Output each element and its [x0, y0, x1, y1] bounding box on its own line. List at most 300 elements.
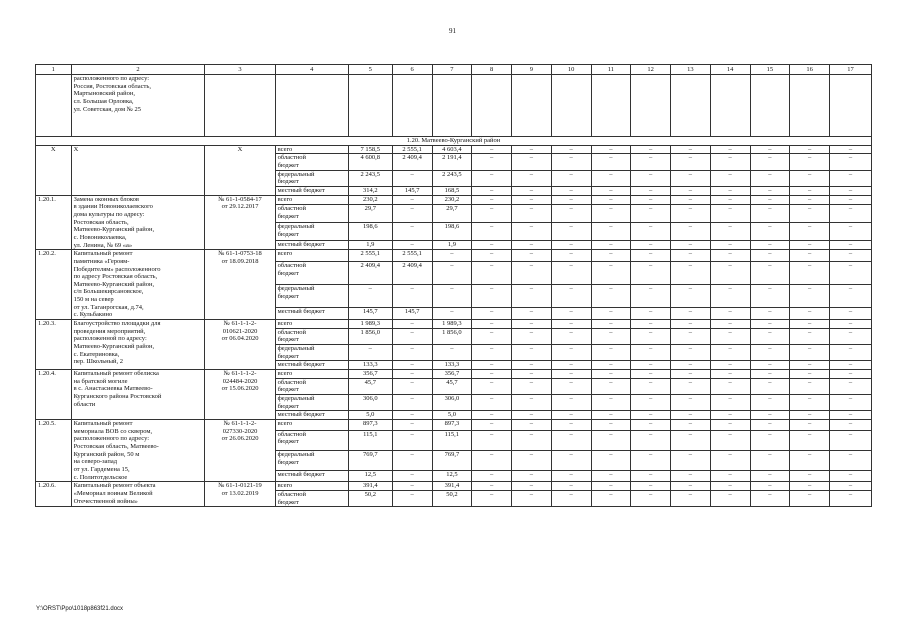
empty-dash-cell: –: [591, 490, 631, 506]
amount-cell: –: [348, 345, 392, 361]
amount-cell: 897,3: [348, 419, 392, 430]
empty-dash-cell: –: [790, 411, 830, 420]
funding-source: федеральный бюджет: [275, 170, 348, 186]
empty-dash-cell: –: [591, 307, 631, 319]
amount-cell: –: [392, 451, 432, 471]
amount-cell: –: [348, 285, 392, 308]
empty-dash-cell: –: [671, 170, 711, 186]
empty-dash-cell: –: [512, 145, 552, 154]
amount-cell: 1 856,0: [348, 328, 392, 344]
amount-cell: 12,5: [432, 471, 472, 482]
empty-dash-cell: –: [830, 186, 872, 195]
column-header-16: 16: [790, 65, 830, 75]
empty-dash-cell: –: [591, 195, 631, 204]
empty-dash-cell: –: [551, 378, 591, 394]
empty-dash-cell: –: [710, 451, 750, 471]
empty-dash-cell: –: [512, 361, 552, 370]
empty-dash-cell: –: [631, 154, 671, 170]
empty-dash-cell: –: [790, 451, 830, 471]
continuation-address: расположенного по адресу: Россия, Ростовская область, Мартыновский район, сл. Большая Орловка, ул. Советская, дом № 25: [71, 75, 205, 137]
amount-cell: 2 243,5: [348, 170, 392, 186]
item-number: 1.20.4.: [36, 370, 72, 420]
column-number-row: [36, 65, 872, 75]
amount-cell: –: [392, 378, 432, 394]
empty-dash-cell: –: [591, 186, 631, 195]
empty-dash-cell: –: [671, 482, 711, 491]
amount-cell: 45,7: [348, 378, 392, 394]
empty-dash-cell: –: [512, 419, 552, 430]
empty-dash-cell: –: [750, 285, 790, 308]
empty-dash-cell: –: [472, 262, 512, 285]
funding-source: местный бюджет: [275, 411, 348, 420]
empty-dash-cell: –: [472, 250, 512, 262]
empty-dash-cell: –: [551, 320, 591, 329]
empty-dash-cell: –: [551, 411, 591, 420]
empty-dash-cell: –: [591, 451, 631, 471]
empty-dash-cell: –: [671, 145, 711, 154]
empty-dash-cell: –: [671, 411, 711, 420]
empty-dash-cell: –: [591, 240, 631, 249]
empty-dash-cell: –: [750, 471, 790, 482]
table-row: [36, 482, 872, 491]
amount-cell: –: [392, 285, 432, 308]
empty-dash-cell: –: [551, 328, 591, 344]
amount-cell: 2 191,4: [432, 154, 472, 170]
amount-cell: –: [392, 471, 432, 482]
continuation-c16: [790, 75, 830, 137]
empty-dash-cell: –: [512, 250, 552, 262]
empty-dash-cell: –: [512, 320, 552, 329]
empty-dash-cell: –: [472, 430, 512, 450]
continuation-c1: [36, 75, 72, 137]
empty-dash-cell: –: [512, 262, 552, 285]
continuation-c5: [348, 75, 392, 137]
amount-cell: 145,7: [392, 186, 432, 195]
empty-dash-cell: –: [790, 419, 830, 430]
empty-dash-cell: –: [631, 490, 671, 506]
amount-cell: 306,0: [432, 395, 472, 411]
empty-dash-cell: –: [472, 170, 512, 186]
empty-dash-cell: –: [591, 262, 631, 285]
empty-dash-cell: –: [830, 320, 872, 329]
column-header-5: 5: [348, 65, 392, 75]
amount-cell: 4 600,8: [348, 154, 392, 170]
column-header-2: 2: [71, 65, 205, 75]
empty-dash-cell: –: [830, 170, 872, 186]
empty-dash-cell: –: [830, 451, 872, 471]
empty-dash-cell: –: [472, 482, 512, 491]
amount-cell: –: [432, 307, 472, 319]
empty-dash-cell: –: [830, 345, 872, 361]
empty-dash-cell: –: [710, 154, 750, 170]
amount-cell: 314,2: [348, 186, 392, 195]
funding-source: областной бюджет: [275, 262, 348, 285]
section-title: 1.20. Матвеево-Курганский район: [36, 137, 872, 146]
section-row: [36, 137, 872, 146]
empty-dash-cell: –: [750, 240, 790, 249]
amount-cell: 2 555,1: [392, 250, 432, 262]
empty-dash-cell: –: [710, 361, 750, 370]
empty-dash-cell: –: [551, 370, 591, 379]
empty-dash-cell: –: [671, 222, 711, 240]
table-row: [36, 145, 872, 154]
continuation-c13: [671, 75, 711, 137]
empty-dash-cell: –: [551, 250, 591, 262]
amount-cell: 306,0: [348, 395, 392, 411]
empty-dash-cell: –: [591, 145, 631, 154]
amount-cell: 1 856,0: [432, 328, 472, 344]
empty-dash-cell: –: [631, 240, 671, 249]
column-header-13: 13: [671, 65, 711, 75]
empty-dash-cell: –: [512, 345, 552, 361]
funding-source: всего: [275, 320, 348, 329]
empty-dash-cell: –: [591, 170, 631, 186]
permit-number: Х: [205, 145, 275, 195]
empty-dash-cell: –: [591, 328, 631, 344]
amount-cell: 2 555,1: [348, 250, 392, 262]
empty-dash-cell: –: [790, 378, 830, 394]
empty-dash-cell: –: [472, 186, 512, 195]
empty-dash-cell: –: [750, 419, 790, 430]
empty-dash-cell: –: [591, 370, 631, 379]
empty-dash-cell: –: [830, 285, 872, 308]
amount-cell: 115,1: [348, 430, 392, 450]
funding-source: областной бюджет: [275, 328, 348, 344]
column-header-10: 10: [551, 65, 591, 75]
continuation-c4: [275, 75, 348, 137]
empty-dash-cell: –: [830, 240, 872, 249]
empty-dash-cell: –: [631, 195, 671, 204]
empty-dash-cell: –: [790, 195, 830, 204]
column-header-14: 14: [710, 65, 750, 75]
empty-dash-cell: –: [591, 154, 631, 170]
empty-dash-cell: –: [710, 395, 750, 411]
funding-source: местный бюджет: [275, 240, 348, 249]
amount-cell: –: [432, 250, 472, 262]
empty-dash-cell: –: [710, 490, 750, 506]
column-header-11: 11: [591, 65, 631, 75]
empty-dash-cell: –: [512, 328, 552, 344]
empty-dash-cell: –: [750, 482, 790, 491]
empty-dash-cell: –: [631, 170, 671, 186]
empty-dash-cell: –: [472, 378, 512, 394]
empty-dash-cell: –: [591, 345, 631, 361]
empty-dash-cell: –: [472, 195, 512, 204]
amount-cell: 29,7: [348, 205, 392, 223]
continuation-c17: [830, 75, 872, 137]
empty-dash-cell: –: [472, 240, 512, 249]
empty-dash-cell: –: [512, 395, 552, 411]
empty-dash-cell: –: [710, 430, 750, 450]
empty-dash-cell: –: [790, 430, 830, 450]
empty-dash-cell: –: [472, 307, 512, 319]
empty-dash-cell: –: [671, 328, 711, 344]
empty-dash-cell: –: [790, 328, 830, 344]
empty-dash-cell: –: [790, 370, 830, 379]
empty-dash-cell: –: [750, 490, 790, 506]
empty-dash-cell: –: [551, 222, 591, 240]
amount-cell: 50,2: [348, 490, 392, 506]
empty-dash-cell: –: [472, 471, 512, 482]
empty-dash-cell: –: [512, 370, 552, 379]
empty-dash-cell: –: [551, 186, 591, 195]
amount-cell: 168,5: [432, 186, 472, 195]
amount-cell: 2 409,4: [392, 154, 432, 170]
amount-cell: 2 555,1: [392, 145, 432, 154]
empty-dash-cell: –: [750, 145, 790, 154]
permit-number: № 61-1-1-2- 027330-2020 от 26.06.2020: [205, 419, 275, 481]
empty-dash-cell: –: [750, 186, 790, 195]
empty-dash-cell: –: [710, 471, 750, 482]
empty-dash-cell: –: [551, 419, 591, 430]
empty-dash-cell: –: [710, 170, 750, 186]
amount-cell: 1 989,3: [348, 320, 392, 329]
empty-dash-cell: –: [671, 395, 711, 411]
empty-dash-cell: –: [512, 195, 552, 204]
empty-dash-cell: –: [671, 240, 711, 249]
funding-source: местный бюджет: [275, 186, 348, 195]
continuation-c14: [710, 75, 750, 137]
permit-number: № 61-1-0121-19 от 13.02.2019: [205, 482, 275, 507]
continuation-row: [36, 75, 872, 137]
amount-cell: –: [392, 419, 432, 430]
column-header-6: 6: [392, 65, 432, 75]
empty-dash-cell: –: [710, 328, 750, 344]
amount-cell: –: [392, 205, 432, 223]
empty-dash-cell: –: [631, 419, 671, 430]
empty-dash-cell: –: [710, 262, 750, 285]
empty-dash-cell: –: [750, 451, 790, 471]
amount-cell: –: [392, 240, 432, 249]
empty-dash-cell: –: [472, 320, 512, 329]
empty-dash-cell: –: [710, 186, 750, 195]
empty-dash-cell: –: [671, 250, 711, 262]
empty-dash-cell: –: [710, 411, 750, 420]
empty-dash-cell: –: [551, 345, 591, 361]
empty-dash-cell: –: [750, 395, 790, 411]
empty-dash-cell: –: [710, 320, 750, 329]
empty-dash-cell: –: [591, 361, 631, 370]
amount-cell: 2 243,5: [432, 170, 472, 186]
empty-dash-cell: –: [671, 471, 711, 482]
empty-dash-cell: –: [671, 451, 711, 471]
empty-dash-cell: –: [671, 490, 711, 506]
item-description: Благоустройство площадки для проведения мероприятий, расположенной по адресу: Матвеево-Курганский район, с. Екатериновка, пер. Школьный, 2: [71, 320, 205, 370]
empty-dash-cell: –: [830, 395, 872, 411]
empty-dash-cell: –: [472, 419, 512, 430]
amount-cell: 7 158,5: [348, 145, 392, 154]
budget-table: [35, 64, 872, 507]
funding-source: местный бюджет: [275, 471, 348, 482]
empty-dash-cell: –: [830, 145, 872, 154]
empty-dash-cell: –: [551, 482, 591, 491]
empty-dash-cell: –: [512, 378, 552, 394]
empty-dash-cell: –: [472, 345, 512, 361]
empty-dash-cell: –: [830, 328, 872, 344]
empty-dash-cell: –: [750, 222, 790, 240]
empty-dash-cell: –: [710, 370, 750, 379]
empty-dash-cell: –: [631, 262, 671, 285]
empty-dash-cell: –: [790, 471, 830, 482]
empty-dash-cell: –: [830, 490, 872, 506]
empty-dash-cell: –: [631, 471, 671, 482]
amount-cell: –: [392, 320, 432, 329]
empty-dash-cell: –: [710, 345, 750, 361]
empty-dash-cell: –: [710, 222, 750, 240]
amount-cell: –: [392, 490, 432, 506]
empty-dash-cell: –: [790, 307, 830, 319]
continuation-c3: [205, 75, 275, 137]
empty-dash-cell: –: [512, 240, 552, 249]
empty-dash-cell: –: [512, 451, 552, 471]
column-header-4: 4: [275, 65, 348, 75]
funding-source: местный бюджет: [275, 361, 348, 370]
amount-cell: 45,7: [432, 378, 472, 394]
item-number: 1.20.6.: [36, 482, 72, 507]
continuation-c15: [750, 75, 790, 137]
empty-dash-cell: –: [551, 361, 591, 370]
empty-dash-cell: –: [750, 195, 790, 204]
item-description: Х: [71, 145, 205, 195]
permit-number: № 61-1-0584-17 от 29.12.2017: [205, 195, 275, 250]
empty-dash-cell: –: [472, 395, 512, 411]
empty-dash-cell: –: [512, 430, 552, 450]
empty-dash-cell: –: [591, 419, 631, 430]
funding-source: федеральный бюджет: [275, 451, 348, 471]
empty-dash-cell: –: [830, 419, 872, 430]
empty-dash-cell: –: [830, 250, 872, 262]
empty-dash-cell: –: [631, 361, 671, 370]
empty-dash-cell: –: [750, 170, 790, 186]
continuation-c9: [512, 75, 552, 137]
empty-dash-cell: –: [710, 240, 750, 249]
item-description: Капитальный ремонт объекта «Мемориал воинам Великой Отечественной войны»: [71, 482, 205, 507]
amount-cell: 1 989,3: [432, 320, 472, 329]
empty-dash-cell: –: [472, 451, 512, 471]
permit-number: № 61-1-0753-18 от 18.09.2018: [205, 250, 275, 320]
empty-dash-cell: –: [710, 378, 750, 394]
empty-dash-cell: –: [631, 451, 671, 471]
empty-dash-cell: –: [591, 285, 631, 308]
empty-dash-cell: –: [830, 154, 872, 170]
empty-dash-cell: –: [551, 195, 591, 204]
empty-dash-cell: –: [472, 222, 512, 240]
page-number: 91: [449, 27, 456, 35]
empty-dash-cell: –: [790, 205, 830, 223]
empty-dash-cell: –: [830, 195, 872, 204]
empty-dash-cell: –: [551, 395, 591, 411]
amount-cell: 115,1: [432, 430, 472, 450]
continuation-c8: [472, 75, 512, 137]
empty-dash-cell: –: [631, 285, 671, 308]
empty-dash-cell: –: [591, 395, 631, 411]
empty-dash-cell: –: [671, 285, 711, 308]
amount-cell: –: [432, 285, 472, 308]
empty-dash-cell: –: [671, 320, 711, 329]
amount-cell: 1,9: [348, 240, 392, 249]
empty-dash-cell: –: [790, 361, 830, 370]
item-description: Капитальный ремонт мемориала ВОВ со сквером, расположенного по адресу: Ростовская область, Матвеево- Курганский район, 50 м на северо-запад от ул. Гардемена 15, с. Политотдельское: [71, 419, 205, 481]
funding-source: всего: [275, 482, 348, 491]
empty-dash-cell: –: [512, 186, 552, 195]
funding-source: всего: [275, 419, 348, 430]
amount-cell: –: [392, 482, 432, 491]
empty-dash-cell: –: [671, 370, 711, 379]
empty-dash-cell: –: [790, 170, 830, 186]
amount-cell: 356,7: [432, 370, 472, 379]
amount-cell: 356,7: [348, 370, 392, 379]
amount-cell: 391,4: [432, 482, 472, 491]
continuation-c10: [551, 75, 591, 137]
column-header-1: 1: [36, 65, 72, 75]
empty-dash-cell: –: [631, 345, 671, 361]
empty-dash-cell: –: [750, 430, 790, 450]
empty-dash-cell: –: [551, 262, 591, 285]
empty-dash-cell: –: [830, 370, 872, 379]
amount-cell: 5,0: [348, 411, 392, 420]
empty-dash-cell: –: [790, 262, 830, 285]
empty-dash-cell: –: [790, 145, 830, 154]
empty-dash-cell: –: [790, 285, 830, 308]
amount-cell: 1,9: [432, 240, 472, 249]
funding-source: всего: [275, 250, 348, 262]
amount-cell: 230,2: [432, 195, 472, 204]
item-description: Замена оконных блоков в здании Новониколаевского дома культуры по адресу: Ростовская область, Матвеево-Курганский район, с. Новониколаевка, ул. Ленина, № 69 «а»: [71, 195, 205, 250]
empty-dash-cell: –: [830, 482, 872, 491]
empty-dash-cell: –: [512, 471, 552, 482]
amount-cell: –: [392, 395, 432, 411]
funding-source: федеральный бюджет: [275, 345, 348, 361]
empty-dash-cell: –: [790, 490, 830, 506]
empty-dash-cell: –: [512, 205, 552, 223]
empty-dash-cell: –: [750, 205, 790, 223]
empty-dash-cell: –: [710, 195, 750, 204]
funding-source: областной бюджет: [275, 154, 348, 170]
empty-dash-cell: –: [472, 411, 512, 420]
empty-dash-cell: –: [750, 262, 790, 285]
empty-dash-cell: –: [671, 205, 711, 223]
empty-dash-cell: –: [710, 285, 750, 308]
funding-source: федеральный бюджет: [275, 395, 348, 411]
empty-dash-cell: –: [750, 411, 790, 420]
empty-dash-cell: –: [750, 307, 790, 319]
amount-cell: –: [432, 262, 472, 285]
empty-dash-cell: –: [750, 370, 790, 379]
column-header-7: 7: [432, 65, 472, 75]
empty-dash-cell: –: [710, 205, 750, 223]
empty-dash-cell: –: [790, 482, 830, 491]
empty-dash-cell: –: [671, 154, 711, 170]
empty-dash-cell: –: [671, 378, 711, 394]
empty-dash-cell: –: [512, 170, 552, 186]
empty-dash-cell: –: [790, 154, 830, 170]
empty-dash-cell: –: [551, 240, 591, 249]
amount-cell: 2 409,4: [348, 262, 392, 285]
empty-dash-cell: –: [512, 490, 552, 506]
empty-dash-cell: –: [512, 411, 552, 420]
amount-cell: –: [392, 370, 432, 379]
empty-dash-cell: –: [671, 430, 711, 450]
empty-dash-cell: –: [671, 186, 711, 195]
empty-dash-cell: –: [512, 307, 552, 319]
item-number: 1.20.2.: [36, 250, 72, 320]
item-description: Капитальный ремонт обелиска на братской могиле в с. Анастасиевка Матвеево- Курганского района Ростовской области: [71, 370, 205, 420]
amount-cell: 230,2: [348, 195, 392, 204]
empty-dash-cell: –: [591, 222, 631, 240]
empty-dash-cell: –: [631, 370, 671, 379]
empty-dash-cell: –: [472, 154, 512, 170]
funding-source: всего: [275, 195, 348, 204]
